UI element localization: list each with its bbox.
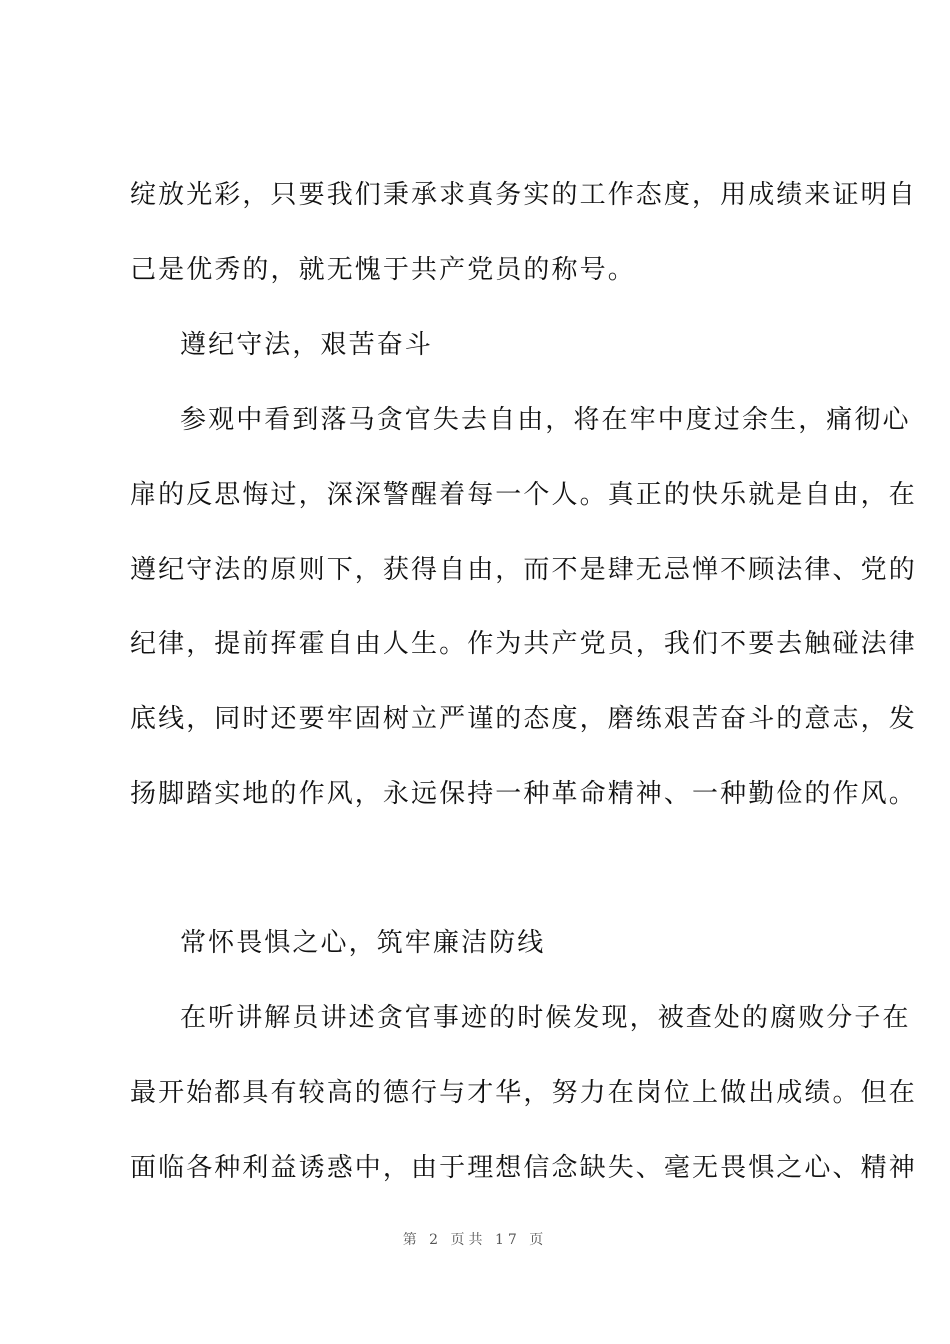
body-text-line: 遵纪守法的原则下，获得自由，而不是肆无忌惮不顾法律、党的 bbox=[130, 555, 917, 585]
body-text-line: 底线，同时还要牢固树立严谨的态度，磨练艰苦奋斗的意志，发 bbox=[130, 704, 917, 734]
body-text-line: 绽放光彩，只要我们秉承求真务实的工作态度，用成绩来证明自 bbox=[130, 180, 917, 210]
section-heading: 常怀畏惧之心，筑牢廉洁防线 bbox=[180, 928, 546, 958]
body-text-line: 最开始都具有较高的德行与才华，努力在岗位上做出成绩。但在 bbox=[130, 1078, 917, 1108]
page-number-footer: 第 2 页共 17 页 bbox=[402, 1232, 548, 1248]
body-text-line: 纪律，提前挥霍自由人生。作为共产党员，我们不要去触碰法律 bbox=[130, 629, 917, 659]
section-heading: 遵纪守法，艰苦奋斗 bbox=[180, 330, 433, 360]
body-text-line: 在听讲解员讲述贪官事迹的时候发现，被查处的腐败分子在 bbox=[180, 1003, 911, 1033]
body-text-line: 扉的反思悔过，深深警醒着每一个人。真正的快乐就是自由，在 bbox=[130, 480, 917, 510]
body-text-line: 扬脚踏实地的作风，永远保持一种革命精神、一种勤俭的作风。 bbox=[130, 779, 917, 809]
body-text-line: 参观中看到落马贪官失去自由，将在牢中度过余生，痛彻心 bbox=[180, 405, 911, 435]
body-text-line: 己是优秀的，就无愧于共产党员的称号。 bbox=[130, 255, 636, 285]
body-text-line: 面临各种利益诱惑中，由于理想信念缺失、毫无畏惧之心、精神 bbox=[130, 1153, 917, 1183]
